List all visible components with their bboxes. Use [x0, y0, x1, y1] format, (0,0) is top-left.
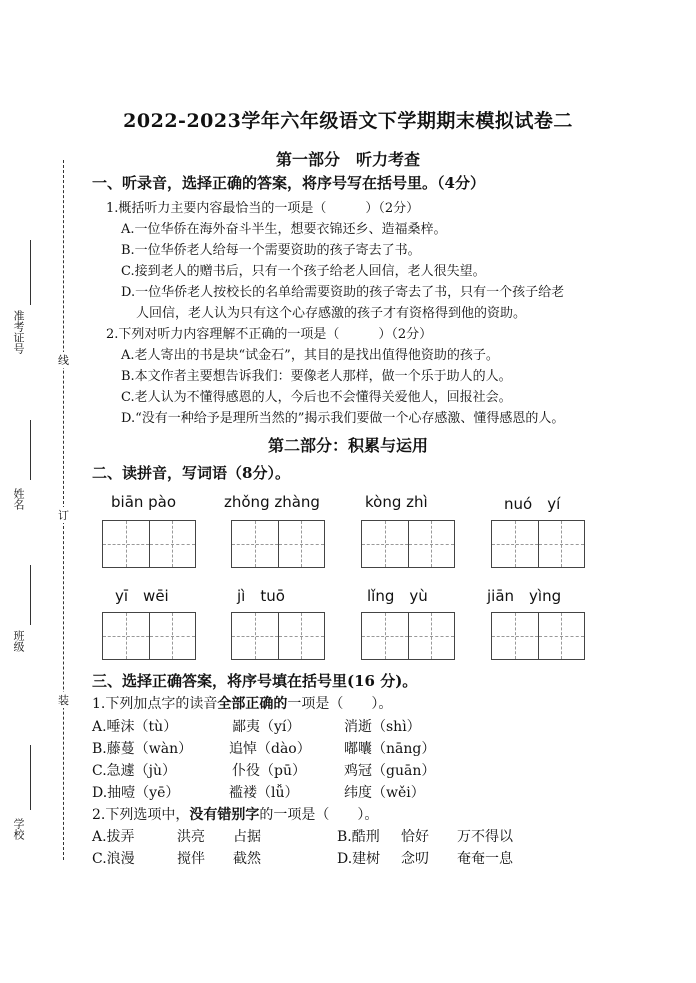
margin-rule-class — [30, 565, 31, 625]
q3-option-c-word2: 仆役（pū） — [232, 763, 306, 779]
pinyin-label: biān pào — [111, 493, 177, 511]
q4-stem-post: 的一项是（ ）。 — [259, 807, 379, 823]
q1-stem: 1.概括听力主要内容最恰当的一项是（ ）（2分） — [106, 201, 420, 216]
q3-option-d: D.抽噎（yē） — [92, 785, 180, 801]
q4-stem — [92, 804, 378, 824]
part1-heading: 第一部分 听力考查 — [275, 150, 420, 169]
pinyin-label: kòng zhì — [365, 493, 428, 511]
section3-heading: 三、选择正确答案，将序号填在括号里(16 分)。 — [92, 672, 418, 690]
margin-label-name: 姓名 — [12, 488, 25, 510]
q4-option-a-word3: 占据 — [233, 829, 261, 845]
writing-grid[interactable] — [231, 612, 325, 660]
q4-option-d: D.建树 — [337, 851, 381, 867]
q3-stem-pre: 1.下列加点字的读音 — [92, 696, 218, 712]
q4-option-c: C.浪漫 — [92, 851, 135, 867]
q4-option-a: A.拔弄 — [92, 829, 135, 845]
section2-heading: 二、读拼音，写词语（8分）。 — [92, 464, 290, 482]
q3-option-d-word2: 褴褛（lǚ） — [229, 785, 299, 801]
q4-stem-bold: 没有错别字 — [189, 807, 260, 823]
q4-option-d-word3: 奄奄一息 — [457, 851, 513, 867]
exam-title: 2022-2023学年六年级语文下学期期末模拟试卷二 — [123, 110, 573, 132]
q3-option-a-word2: 鄙夷（yí） — [232, 719, 301, 735]
q3-option-b: B.藤蔓（wàn） — [92, 741, 193, 757]
q4-option-a-word2: 洪亮 — [177, 829, 205, 845]
pinyin-label: lǐng yù — [367, 587, 428, 605]
margin-label-school: 学校 — [12, 818, 25, 840]
q1-option-d-line1: D.一位华侨老人按校长的名单给需要资助的孩子寄去了书，只有一个孩子给老 — [121, 285, 565, 300]
margin-label-exam-number: 准考证号 — [12, 310, 25, 354]
writing-grid[interactable] — [491, 520, 585, 568]
q4-option-b-word2: 恰好 — [401, 829, 429, 845]
margin-label-class: 班级 — [12, 630, 25, 652]
q4-option-c-word2: 搅伴 — [177, 851, 205, 867]
part2-heading: 第二部分：积累与运用 — [267, 436, 428, 455]
writing-grid[interactable] — [361, 520, 455, 568]
binding-char-zhuang: 装 — [58, 694, 69, 707]
q4-option-c-word3: 截然 — [233, 851, 261, 867]
pinyin-label: jiān yìng — [487, 587, 562, 605]
section1-heading: 一、听录音，选择正确的答案，将序号写在括号里。（4分） — [92, 174, 485, 192]
q1-option-b: B.一位华侨老人给每一个需要资助的孩子寄去了书。 — [121, 243, 421, 258]
q3-option-d-word3: 纬度（wěi） — [344, 785, 425, 801]
pinyin-label: yī wēi — [115, 587, 169, 605]
q4-stem-pre: 2.下列选项中， — [92, 807, 190, 823]
q2-option-c: C.老人认为不懂得感恩的人，今后也不会懂得关爱他人，回报社会。 — [121, 390, 512, 405]
q3-option-b-word2: 追悼（dào） — [229, 741, 311, 757]
q2-option-b: B.本文作者主要想告诉我们：要像老人那样，做一个乐于助人的人。 — [121, 369, 512, 384]
q3-stem-post: 一项是（ ）。 — [287, 696, 393, 712]
q1-option-d-line2: 人回信，老人认为只有这个心存感激的孩子才有资格得到他的资助。 — [136, 306, 527, 321]
writing-grid[interactable] — [102, 520, 196, 568]
writing-grid[interactable] — [361, 612, 455, 660]
q3-option-b-word3: 嘟囔（nāng） — [344, 741, 436, 757]
q4-option-b: B.酷刑 — [337, 829, 380, 845]
q3-stem — [92, 693, 392, 713]
q4-option-b-word3: 万不得以 — [457, 829, 513, 845]
q3-stem-bold: 全部正确的 — [217, 696, 288, 712]
binding-char-ding: 订 — [58, 509, 69, 522]
writing-grid[interactable] — [231, 520, 325, 568]
margin-rule-exam-number — [30, 240, 31, 305]
pinyin-label: nuó yí — [504, 495, 561, 513]
q2-option-a: A.老人寄出的书是块“试金石”，其目的是找出值得他资助的孩子。 — [121, 348, 499, 363]
margin-rule-school — [30, 745, 31, 810]
q1-option-c: C.接到老人的赠书后，只有一个孩子给老人回信，老人很失望。 — [121, 264, 486, 279]
q3-option-c-word3: 鸡冠（guān） — [344, 763, 436, 779]
writing-grid[interactable] — [491, 612, 585, 660]
q2-stem: 2.下列对听力内容理解不正确的一项是（ ）（2分） — [106, 327, 433, 342]
pinyin-label: zhǒng zhàng — [224, 493, 320, 511]
q3-option-c: C.急遽（jù） — [92, 763, 177, 779]
q1-option-a: A.一位华侨在海外奋斗半生，想要衣锦还乡、造福桑梓。 — [121, 222, 447, 237]
q2-option-d: D.“没有一种给予是理所当然的”揭示我们要做一个心存感激、懂得感恩的人。 — [121, 411, 565, 426]
binding-char-line: 线 — [58, 354, 69, 367]
writing-grid[interactable] — [102, 612, 196, 660]
q4-option-d-word2: 念叨 — [401, 851, 429, 867]
pinyin-label: jì tuō — [237, 587, 285, 605]
q3-option-a: A.唾沫（tù） — [92, 719, 178, 735]
q3-option-a-word3: 消逝（shì） — [344, 719, 421, 735]
